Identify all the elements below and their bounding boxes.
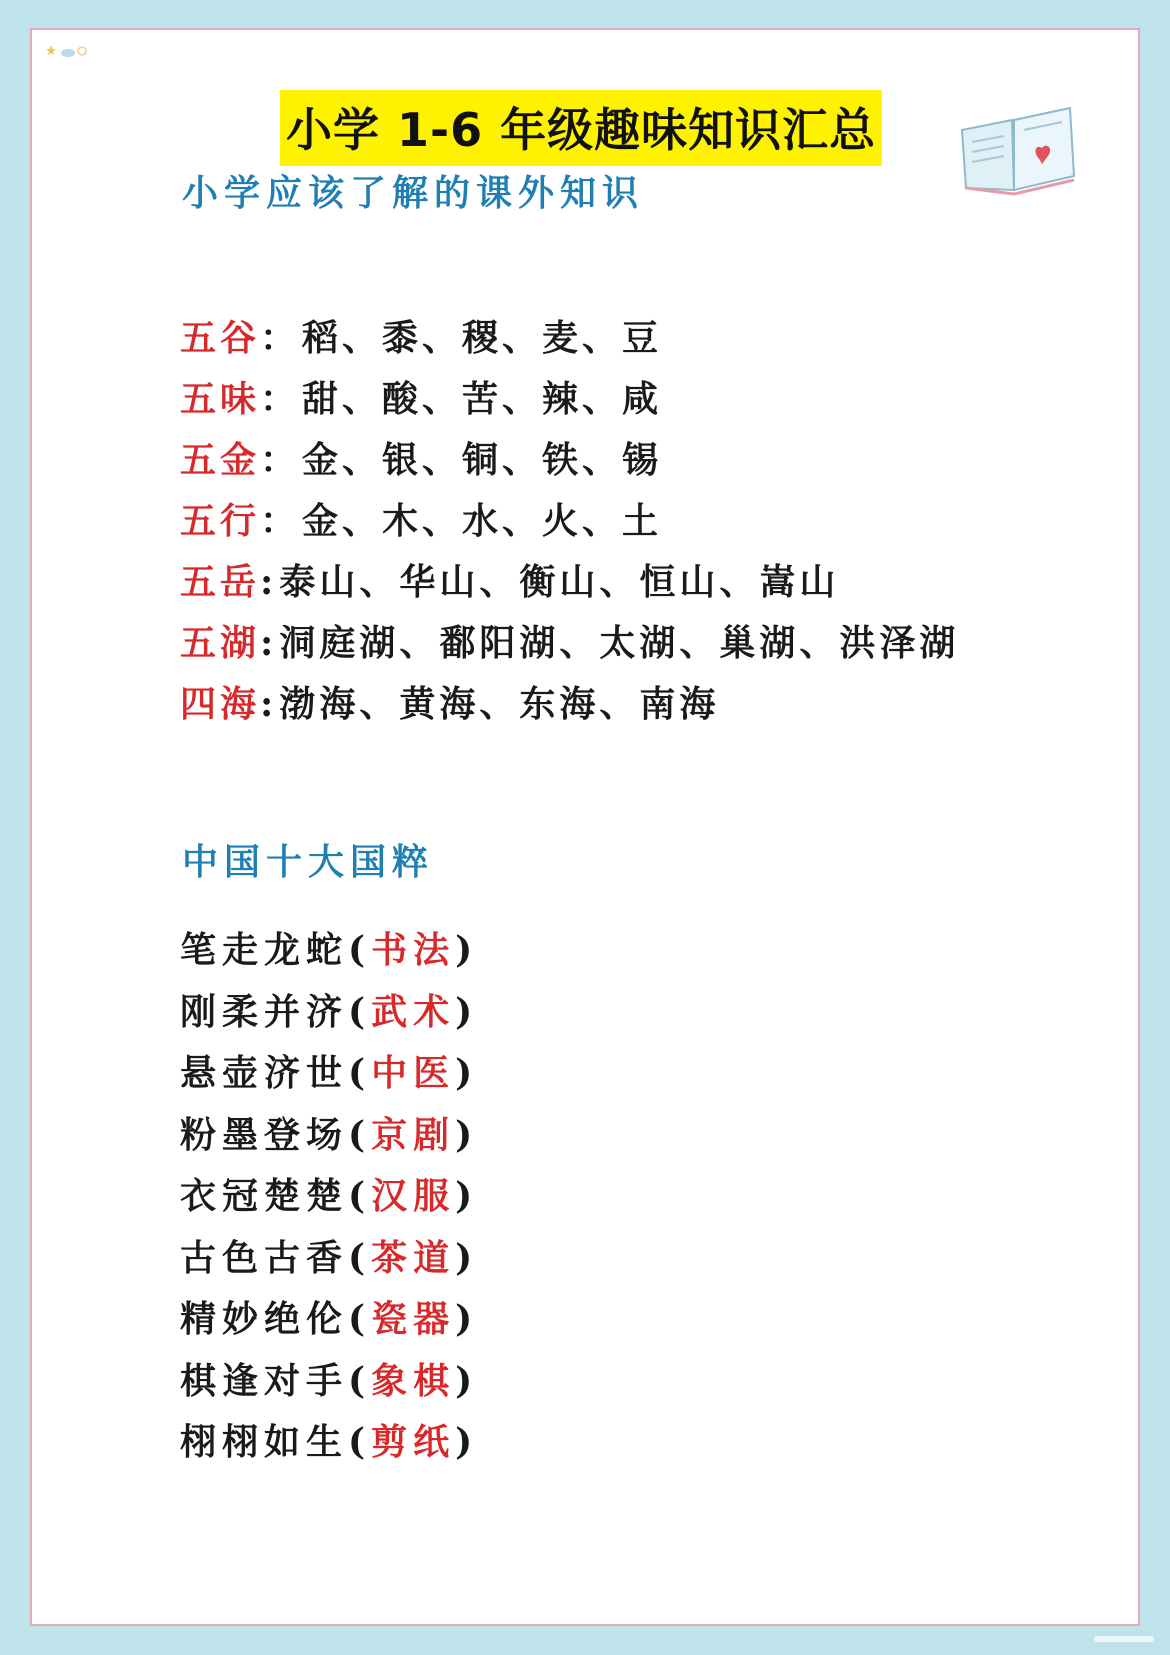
item-content: 甜、酸、苦、辣、咸 — [302, 378, 663, 420]
star-cloud-icon — [46, 44, 90, 61]
item-content: 稻、黍、稷、麦、豆 — [302, 317, 663, 359]
page-title: 小学 1-6 年级趣味知识汇总 — [286, 103, 877, 157]
close-paren: ) — [455, 1298, 479, 1340]
close-paren: ) — [455, 929, 479, 971]
item-term: 五湖 — [180, 622, 261, 664]
close-paren: ) — [455, 1421, 479, 1463]
list-item — [180, 1351, 478, 1413]
answer-text: 茶道 — [371, 1236, 456, 1279]
list-item — [180, 1043, 478, 1105]
item-separator: ： — [260, 439, 301, 481]
close-paren: ) — [455, 1359, 479, 1402]
item-separator: ： — [260, 500, 301, 542]
item-term: 五味 — [180, 378, 261, 420]
idiom-phrase: 衣冠楚楚 — [180, 1175, 349, 1217]
idiom-phrase: 粉墨登场 — [180, 1113, 349, 1156]
list-item — [180, 308, 1060, 369]
item-term: 五谷 — [180, 317, 261, 359]
item-content: 金、木、水、火、土 — [302, 500, 663, 542]
item-separator: : — [260, 622, 278, 664]
open-paren: ( — [348, 1052, 372, 1094]
open-paren: ( — [348, 1175, 372, 1217]
open-paren: ( — [348, 1236, 372, 1279]
close-paren: ) — [455, 1236, 479, 1279]
list-item — [180, 613, 1060, 674]
item-separator: ： — [260, 317, 301, 359]
item-separator: ： — [260, 378, 301, 420]
close-paren: ) — [455, 1113, 479, 1156]
answer-text: 武术 — [371, 990, 456, 1033]
open-paren: ( — [348, 929, 372, 971]
answer-text: 象棋 — [371, 1359, 456, 1402]
idiom-phrase: 笔走龙蛇 — [180, 929, 349, 971]
list-item — [180, 1166, 478, 1228]
idiom-phrase: 棋逢对手 — [180, 1359, 349, 1402]
list-item — [180, 369, 1060, 430]
list-item — [180, 982, 478, 1044]
item-separator: : — [260, 561, 278, 603]
list-item — [180, 674, 1060, 735]
list-item — [180, 1228, 478, 1290]
list-item — [180, 1412, 478, 1474]
item-content: 洞庭湖、鄱阳湖、太湖、巢湖、洪泽湖 — [279, 622, 960, 664]
close-paren: ) — [455, 1175, 479, 1217]
idiom-phrase: 古色古香 — [180, 1236, 349, 1279]
answer-text: 书法 — [371, 929, 456, 971]
answer-text: 京剧 — [371, 1113, 456, 1156]
list-item — [180, 491, 1060, 552]
section-heading-extracurricular: 小学应该了解的课外知识 — [182, 172, 645, 214]
document-sheet — [30, 28, 1140, 1626]
list-item — [180, 1289, 478, 1351]
idiom-phrase: 悬壶济世 — [180, 1052, 349, 1094]
national-quintessence-list — [180, 920, 478, 1474]
item-term: 五金 — [180, 439, 261, 481]
close-paren: ) — [455, 1052, 479, 1094]
answer-text: 汉服 — [371, 1175, 456, 1217]
list-item — [180, 1105, 478, 1167]
open-book-icon — [952, 90, 1082, 200]
extracurricular-list — [180, 308, 1060, 735]
open-paren: ( — [348, 990, 372, 1033]
item-term: 四海 — [180, 683, 261, 725]
open-paren: ( — [348, 1421, 372, 1463]
list-item — [180, 552, 1060, 613]
idiom-phrase: 刚柔并济 — [180, 990, 349, 1033]
list-item — [180, 920, 478, 982]
section-heading-national-quintessence: 中国十大国粹 — [182, 841, 435, 883]
watermark-mark — [1094, 1631, 1154, 1645]
open-paren: ( — [348, 1113, 372, 1156]
item-content: 金、银、铜、铁、锡 — [302, 439, 663, 481]
idiom-phrase: 栩栩如生 — [180, 1421, 349, 1463]
item-content: 泰山、华山、衡山、恒山、嵩山 — [279, 561, 840, 603]
idiom-phrase: 精妙绝伦 — [180, 1298, 349, 1340]
open-paren: ( — [348, 1298, 372, 1340]
answer-text: 中医 — [371, 1052, 456, 1094]
list-item — [180, 430, 1060, 491]
item-content: 渤海、黄海、东海、南海 — [279, 683, 720, 725]
item-term: 五岳 — [180, 561, 261, 603]
item-term: 五行 — [180, 500, 261, 542]
answer-text: 瓷器 — [371, 1298, 456, 1340]
answer-text: 剪纸 — [371, 1421, 456, 1463]
open-paren: ( — [348, 1359, 372, 1402]
item-separator: : — [260, 683, 278, 725]
close-paren: ) — [455, 990, 479, 1033]
title-highlight — [280, 90, 882, 166]
